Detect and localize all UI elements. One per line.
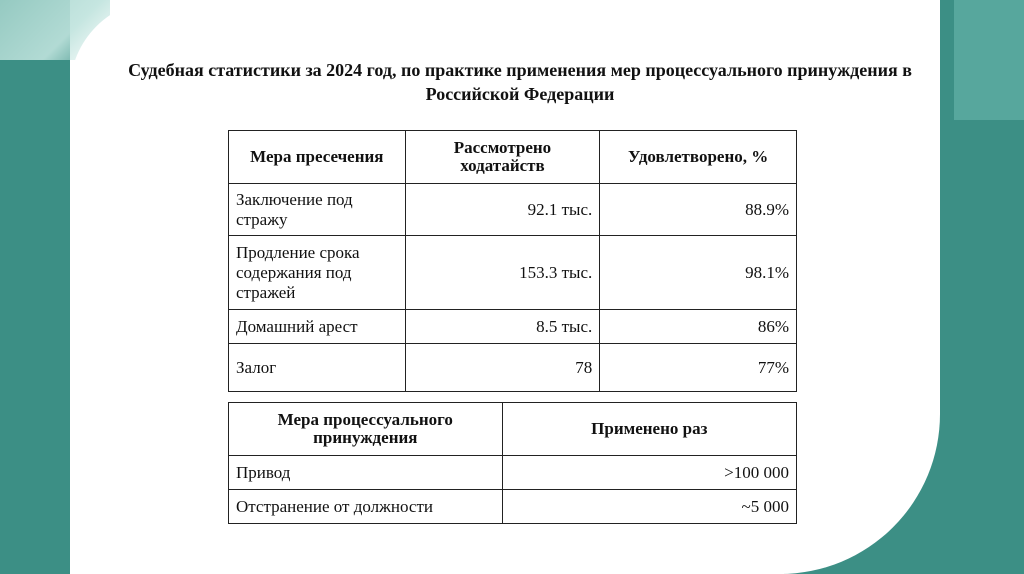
table-row (229, 236, 797, 310)
considered-cell: 78 (405, 344, 600, 392)
header-approved: Удовлетворено, % (600, 131, 797, 184)
table-row (229, 490, 797, 524)
table-row (229, 344, 797, 392)
approved-cell: 86% (600, 310, 797, 344)
preventive-measures-table (228, 130, 797, 392)
procedural-coercion-table (228, 402, 797, 524)
measure-cell: Продление срока содержания под стражей (229, 236, 406, 310)
applied-cell: >100 000 (502, 456, 796, 490)
table-row (229, 184, 797, 236)
measure-cell: Залог (229, 344, 406, 392)
considered-cell: 92.1 тыс. (405, 184, 600, 236)
measure-cell: Привод (229, 456, 503, 490)
table-header-row (229, 403, 797, 456)
measure-cell: Заключение под стражу (229, 184, 406, 236)
considered-cell: 8.5 тыс. (405, 310, 600, 344)
header-measure: Мера процессуального принуждения (229, 403, 503, 456)
measure-cell: Домашний арест (229, 310, 406, 344)
table-header-row (229, 131, 797, 184)
table-row (229, 456, 797, 490)
measure-cell: Отстранение от должности (229, 490, 503, 524)
header-applied: Применено раз (502, 403, 796, 456)
header-measure: Мера пресечения (229, 131, 406, 184)
approved-cell: 98.1% (600, 236, 797, 310)
background-right-highlight (954, 0, 1024, 120)
table-row (229, 310, 797, 344)
background-left-band (0, 0, 70, 574)
applied-cell: ~5 000 (502, 490, 796, 524)
slide-title: Судебная статистики за 2024 год, по практике применения мер процессуального принуждения в Российской Федерации (128, 60, 912, 104)
considered-cell: 153.3 тыс. (405, 236, 600, 310)
approved-cell: 88.9% (600, 184, 797, 236)
approved-cell: 77% (600, 344, 797, 392)
header-considered: Рассмотрено ходатайств (405, 131, 600, 184)
